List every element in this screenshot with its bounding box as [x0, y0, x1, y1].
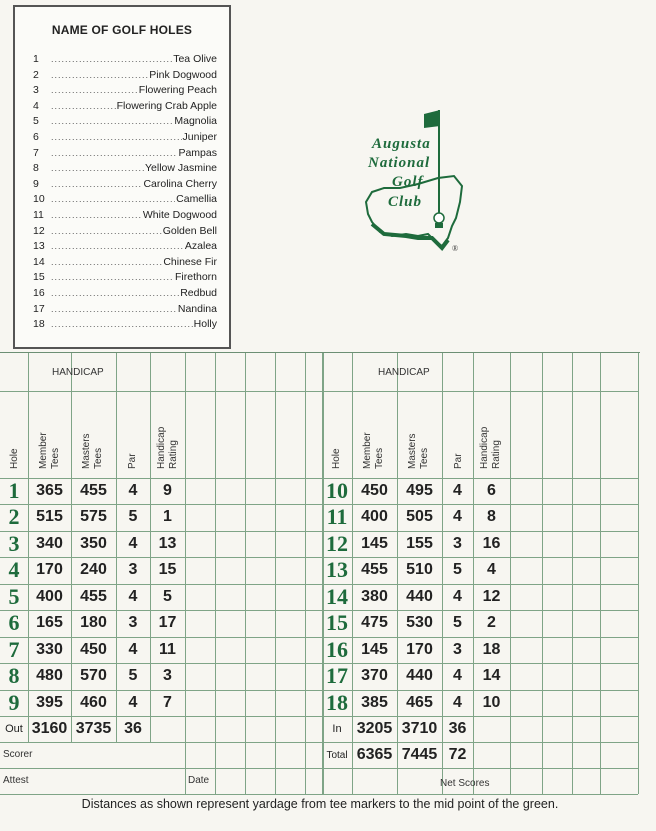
handicap-rating: 5 — [163, 588, 172, 605]
handicap-rating: 18 — [482, 641, 501, 658]
total-label: Total — [326, 749, 348, 761]
out-masters-total: 3735 — [75, 720, 112, 737]
member-tees-yardage: 395 — [36, 694, 63, 711]
par-value: 3 — [128, 561, 138, 578]
hole-name-number: 10 — [33, 193, 45, 206]
column-line — [600, 353, 601, 794]
leader-dots — [51, 179, 142, 189]
total-member: 6365 — [356, 746, 393, 763]
hole-name-row — [33, 287, 217, 301]
masters-tees-yardage: 240 — [80, 561, 107, 578]
masters-tees-yardage: 460 — [80, 694, 107, 711]
hole-name-number: 6 — [33, 131, 39, 143]
hole-number: 4 — [8, 557, 20, 582]
hole-name-text: Redbud — [180, 287, 217, 299]
hole-name-row — [33, 209, 217, 223]
hole-name-number: 5 — [33, 115, 39, 128]
hole-number: 11 — [326, 504, 348, 529]
handicap-rating: 2 — [487, 614, 496, 631]
hole-name-text: Nandina — [177, 302, 217, 315]
par-value: 4 — [453, 588, 462, 605]
masters-tees-yardage: 530 — [406, 614, 433, 631]
header-member-tees: Tees — [374, 447, 385, 469]
member-tees-yardage: 340 — [36, 535, 63, 552]
hole-name-text: Carolina Cherry — [143, 177, 217, 190]
total-par: 72 — [448, 746, 467, 763]
masters-tees-yardage: 575 — [80, 508, 107, 525]
hole-name-row — [33, 84, 217, 98]
hole-name-row — [33, 162, 217, 176]
hole-number: 1 — [8, 478, 20, 503]
member-tees-yardage: 145 — [361, 535, 388, 552]
leader-dots — [51, 319, 193, 329]
member-tees-yardage: 455 — [361, 561, 388, 578]
header-rating: Rating — [168, 440, 179, 469]
hole-name-row — [33, 131, 217, 145]
masters-tees-yardage: 350 — [80, 535, 107, 552]
header-hole: Hole — [9, 448, 20, 469]
leader-dots — [51, 70, 148, 80]
member-tees-yardage: 400 — [36, 588, 63, 605]
hole-number: 3 — [8, 531, 20, 556]
yardage-footnote: Distances as shown represent yardage from tee markers to the mid point of the green. — [81, 797, 559, 811]
hole-number: 17 — [326, 663, 348, 688]
member-tees-yardage: 380 — [361, 588, 388, 605]
hole-name-number: 16 — [33, 287, 45, 299]
leader-dots — [51, 54, 172, 64]
hole-name-row — [33, 303, 217, 317]
in-member-total: 3205 — [356, 720, 393, 737]
hole-name-number: 3 — [33, 84, 39, 97]
handicap-label-front: HANDICAP — [52, 367, 104, 378]
hole-number: 13 — [326, 557, 348, 582]
par-value: 5 — [453, 561, 462, 578]
in-par-total: 36 — [448, 720, 467, 737]
hole-number: 14 — [326, 584, 348, 609]
column-line — [215, 353, 216, 794]
handicap-rating: 3 — [163, 667, 172, 684]
par-value: 4 — [128, 588, 138, 605]
par-value: 4 — [128, 535, 138, 552]
header-par: Par — [453, 453, 464, 469]
column-line — [510, 353, 511, 794]
hole-number: 12 — [326, 531, 348, 556]
handicap-rating: 14 — [482, 667, 501, 684]
hole-number: 2 — [8, 504, 20, 529]
hole-names-title: NAME OF GOLF HOLES — [51, 23, 193, 37]
score-card — [0, 352, 640, 831]
hole-name-number: 8 — [33, 162, 39, 175]
hole-name-row — [33, 69, 217, 83]
member-tees-yardage: 330 — [36, 641, 63, 658]
hole-name-row — [33, 53, 217, 67]
par-value: 3 — [128, 614, 138, 631]
masters-tees-yardage: 170 — [406, 641, 433, 658]
hole-number: 5 — [8, 584, 20, 609]
par-value: 4 — [453, 694, 462, 711]
par-value: 4 — [128, 482, 138, 499]
logo-registered-mark: ® — [452, 244, 459, 253]
hole-name-number: 11 — [33, 209, 44, 221]
hole-names-box — [13, 5, 231, 349]
hole-name-number: 2 — [33, 68, 39, 81]
hole-number: 16 — [326, 637, 348, 662]
hole-name-text: Golden Bell — [162, 224, 217, 237]
hole-number: 7 — [8, 637, 20, 662]
leader-dots — [51, 85, 138, 95]
attest-label: Attest — [3, 775, 29, 786]
leader-dots — [51, 148, 177, 158]
column-line — [542, 353, 543, 794]
member-tees-yardage: 165 — [36, 614, 63, 631]
masters-tees-yardage: 455 — [80, 588, 107, 605]
hole-number: 15 — [326, 610, 348, 635]
handicap-rating: 9 — [163, 482, 172, 499]
hole-name-number: 18 — [33, 318, 45, 331]
member-tees-yardage: 515 — [36, 508, 63, 525]
hole-number: 8 — [8, 663, 20, 688]
header-handicap: Handicap — [156, 426, 167, 469]
column-line — [275, 353, 276, 794]
masters-tees-yardage: 440 — [406, 667, 433, 684]
hole-name-number: 12 — [33, 224, 45, 237]
leader-dots — [51, 304, 177, 314]
leader-dots — [51, 116, 173, 126]
masters-tees-yardage: 510 — [406, 561, 433, 578]
masters-tees-yardage: 180 — [80, 614, 107, 631]
hole-name-row — [33, 318, 217, 332]
handicap-rating: 7 — [163, 694, 172, 711]
leader-dots — [51, 194, 175, 204]
logo-line-national: National — [368, 155, 431, 171]
hole-number: 9 — [8, 690, 20, 715]
hole-name-row — [33, 178, 217, 192]
total-masters: 7445 — [401, 746, 438, 763]
column-line — [305, 353, 306, 794]
hole-name-number: 4 — [33, 99, 39, 112]
handicap-rating: 1 — [163, 508, 172, 525]
column-line — [572, 353, 573, 794]
handicap-rating: 11 — [159, 641, 176, 658]
masters-tees-yardage: 465 — [406, 694, 433, 711]
header-masters-tees: Tees — [93, 447, 104, 469]
out-member-total: 3160 — [31, 720, 68, 737]
net-scores-label: Net Scores — [440, 778, 490, 789]
column-line — [185, 353, 186, 794]
hole-name-row — [33, 225, 217, 239]
handicap-rating: 12 — [482, 588, 501, 605]
out-par-total: 36 — [124, 720, 142, 737]
hole-name-text: Chinese Fir — [163, 255, 217, 268]
hole-name-row — [33, 193, 217, 207]
leader-dots — [51, 226, 162, 236]
hole-name-text: Camellia — [176, 193, 217, 206]
hole-name-row — [33, 100, 217, 114]
hole-name-text: Juniper — [182, 131, 217, 143]
handicap-rating: 10 — [482, 694, 501, 711]
hole-name-text: Yellow Jasmine — [145, 162, 217, 175]
masters-tees-yardage: 155 — [406, 535, 433, 552]
leader-dots — [51, 288, 179, 298]
scorer-label: Scorer — [3, 749, 33, 760]
hole-name-number: 15 — [33, 271, 45, 284]
hole-name-number: 7 — [33, 146, 39, 159]
leader-dots — [51, 163, 144, 173]
hole-name-row — [33, 115, 217, 129]
header-member: Member — [362, 432, 373, 469]
augusta-national-logo — [358, 106, 468, 258]
header-hole: Hole — [331, 448, 342, 469]
par-value: 4 — [128, 641, 138, 658]
column-line — [638, 353, 639, 794]
handicap-rating: 17 — [158, 614, 177, 631]
header-masters: Masters — [81, 433, 92, 469]
handicap-rating: 6 — [487, 482, 496, 499]
masters-tees-yardage: 440 — [406, 588, 433, 605]
hole-name-number: 13 — [33, 240, 45, 253]
member-tees-yardage: 365 — [36, 482, 63, 499]
member-tees-yardage: 480 — [36, 667, 63, 684]
hole-name-text: Flowering Crab Apple — [116, 99, 217, 112]
masters-tees-yardage: 495 — [406, 482, 433, 499]
hole-name-text: Azalea — [184, 240, 217, 253]
par-value: 4 — [453, 482, 462, 499]
logo-line-augusta: Augusta — [372, 136, 431, 152]
handicap-rating: 13 — [158, 535, 177, 552]
par-value: 4 — [453, 667, 462, 684]
hole-name-row — [33, 256, 217, 270]
member-tees-yardage: 385 — [361, 694, 388, 711]
handicap-rating: 8 — [487, 508, 496, 525]
hole-name-text: Firethorn — [174, 271, 217, 284]
handicap-rating: 16 — [482, 535, 501, 552]
handicap-rating: 4 — [487, 561, 496, 578]
member-tees-yardage: 475 — [361, 614, 388, 631]
member-tees-yardage: 170 — [36, 561, 63, 578]
hole-name-number: 9 — [33, 177, 39, 190]
leader-dots — [51, 210, 142, 220]
hole-number: 18 — [326, 690, 348, 715]
header-handicap: Handicap — [479, 426, 490, 469]
masters-tees-yardage: 570 — [80, 667, 107, 684]
hole-name-number: 17 — [33, 302, 45, 315]
row-line — [0, 794, 638, 795]
hole-name-text: Flowering Peach — [138, 84, 217, 97]
logo-line-golf: Golf — [392, 174, 424, 190]
par-value: 3 — [453, 535, 462, 552]
header-masters: Masters — [407, 433, 418, 469]
in-masters-total: 3710 — [401, 720, 438, 737]
hole-name-text: Pampas — [178, 146, 217, 159]
member-tees-yardage: 145 — [361, 641, 388, 658]
par-value: 4 — [453, 508, 462, 525]
par-value: 5 — [128, 667, 138, 684]
header-rating: Rating — [491, 440, 502, 469]
member-tees-yardage: 450 — [361, 482, 388, 499]
par-value: 5 — [453, 614, 462, 631]
hole-name-text: Magnolia — [174, 115, 217, 128]
leader-dots — [51, 101, 116, 111]
member-tees-yardage: 400 — [361, 508, 388, 525]
in-label: In — [332, 723, 342, 735]
handicap-label-back: HANDICAP — [378, 367, 430, 378]
leader-dots — [51, 272, 174, 282]
hole-name-text: White Dogwood — [142, 209, 217, 221]
par-value: 5 — [128, 508, 138, 525]
column-line — [245, 353, 246, 794]
handicap-rating: 15 — [158, 561, 177, 578]
hole-name-row — [33, 147, 217, 161]
hole-name-text: Holly — [193, 318, 217, 331]
masters-tees-yardage: 455 — [80, 482, 107, 499]
par-value: 4 — [128, 694, 138, 711]
masters-tees-yardage: 505 — [406, 508, 433, 525]
hole-name-number: 14 — [33, 255, 45, 268]
hole-number: 6 — [8, 610, 20, 635]
leader-dots — [51, 241, 184, 251]
header-masters-tees: Tees — [419, 447, 430, 469]
hole-name-number: 1 — [33, 53, 39, 65]
hole-name-text: Tea Olive — [173, 53, 217, 65]
date-label: Date — [188, 775, 210, 786]
leader-dots — [51, 257, 162, 267]
header-par: Par — [127, 453, 138, 469]
header-member-tees: Tees — [50, 447, 61, 469]
header-member: Member — [38, 432, 49, 469]
hole-name-row — [33, 240, 217, 254]
out-label: Out — [5, 723, 23, 735]
hole-name-row — [33, 271, 217, 285]
hole-number: 10 — [326, 478, 348, 503]
hole-name-text: Pink Dogwood — [149, 68, 217, 81]
masters-tees-yardage: 450 — [80, 641, 107, 658]
leader-dots — [51, 132, 182, 142]
logo-line-club: Club — [388, 194, 423, 210]
par-value: 3 — [453, 641, 462, 658]
member-tees-yardage: 370 — [361, 667, 388, 684]
